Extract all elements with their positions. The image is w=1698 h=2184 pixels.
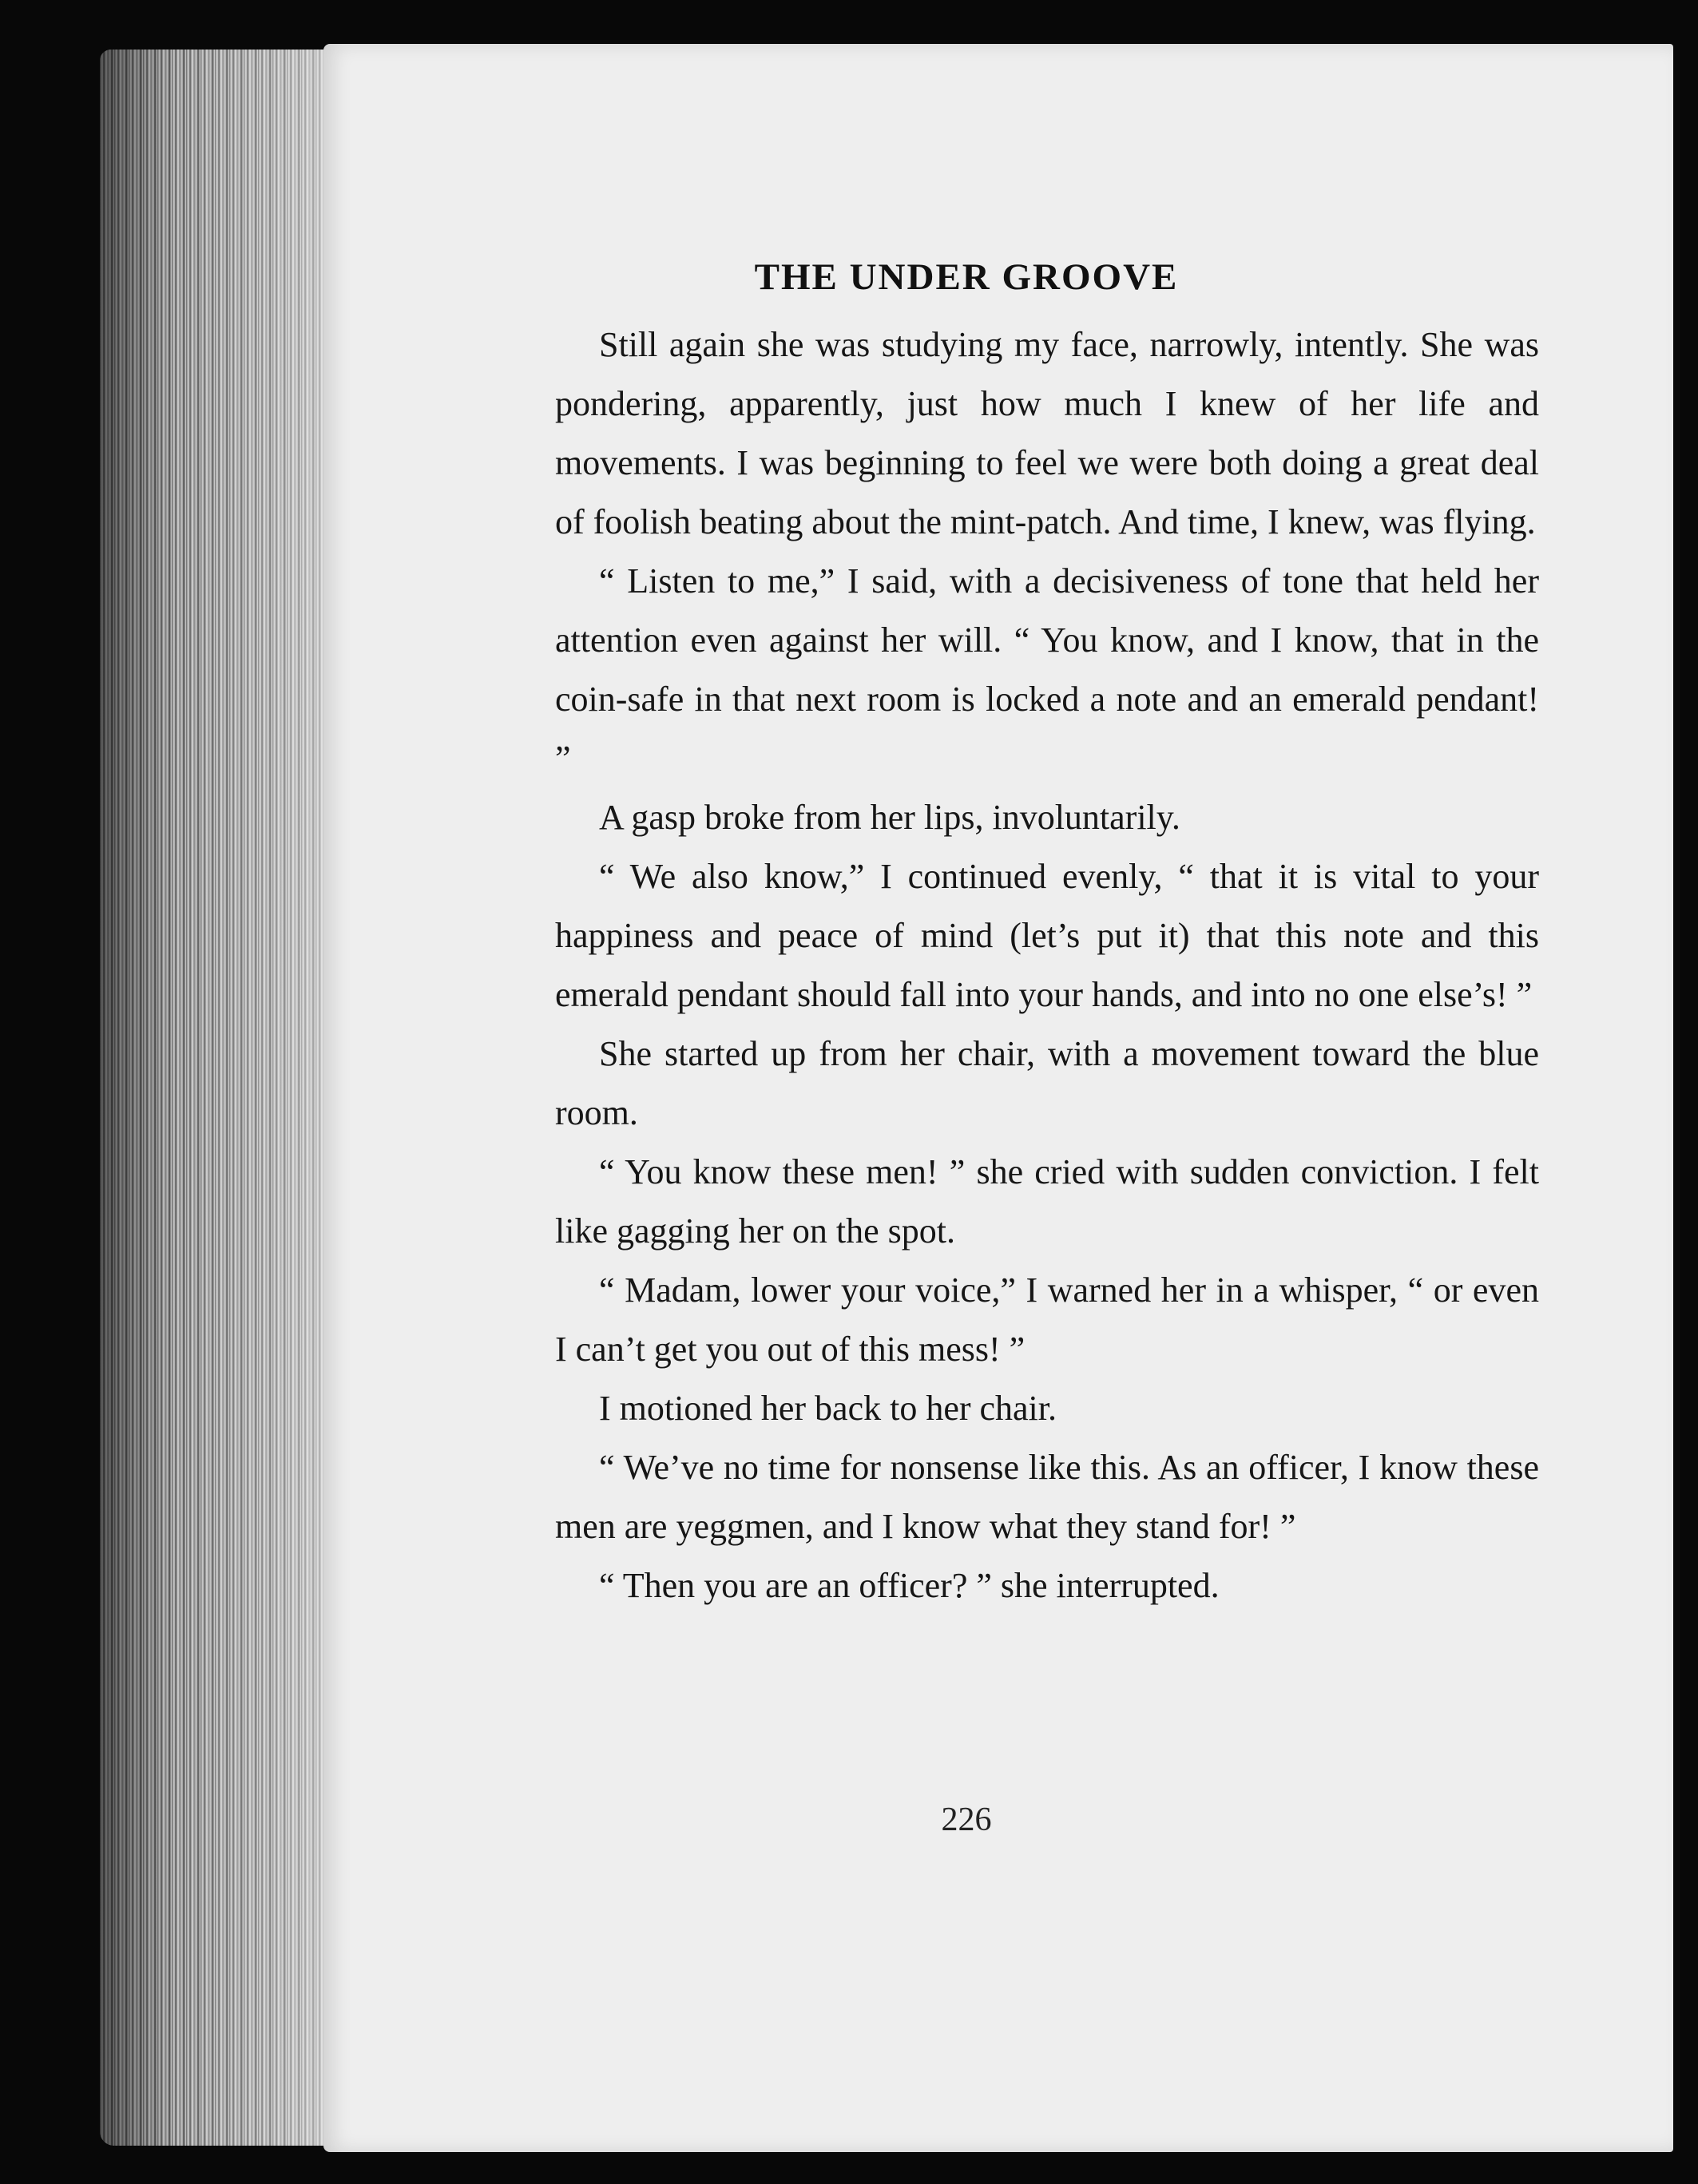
paragraph: “ You know these men! ” she cried with sudden conviction. I felt like gagging her on the spot. bbox=[555, 1152, 1539, 1251]
paragraph: I motioned her back to her chair. bbox=[599, 1389, 1057, 1428]
book-page bbox=[323, 44, 1673, 2152]
paragraph: “ Then you are an officer? ” she interrupted. bbox=[599, 1566, 1220, 1605]
paragraph: “ Madam, lower your voice,” I warned her in a whisper, “ or even I can’t get you out of this mess! ” bbox=[555, 1270, 1539, 1369]
paragraph: She started up from her chair, with a movement toward the blue room. bbox=[555, 1034, 1539, 1132]
paragraph: “ We’ve no time for nonsense like this. As an officer, I know these men are yeggmen, and I know what they stand for! ” bbox=[555, 1448, 1539, 1546]
paragraph: “ Listen to me,” I said, with a decisiveness of tone that held her attention even against her will. “ You know, and I know, that in the coin-safe in that next room is locked a note and an emerald pendant! ” bbox=[555, 561, 1539, 778]
page-number: 226 bbox=[941, 1802, 992, 1838]
body-text bbox=[555, 315, 1539, 1615]
paragraph: A gasp broke from her lips, involuntarily. bbox=[599, 798, 1180, 837]
paragraph: Still again she was studying my face, narrowly, intently. She was pondering, apparently, just how much I knew of her life and movements. I was beginning to feel we were both doing a great deal of foolish beating about the mint-patch. And time, I knew, was flying. bbox=[555, 325, 1539, 541]
paragraph: “ We also know,” I continued evenly, “ that it is vital to your happiness and peace of mind (let’s put it) that this note and this emerald pendant should fall into your hands, and into no one else’s! ” bbox=[555, 857, 1539, 1014]
running-head: THE UNDER GROOVE bbox=[754, 256, 1179, 298]
book-page-edges bbox=[100, 50, 339, 2146]
